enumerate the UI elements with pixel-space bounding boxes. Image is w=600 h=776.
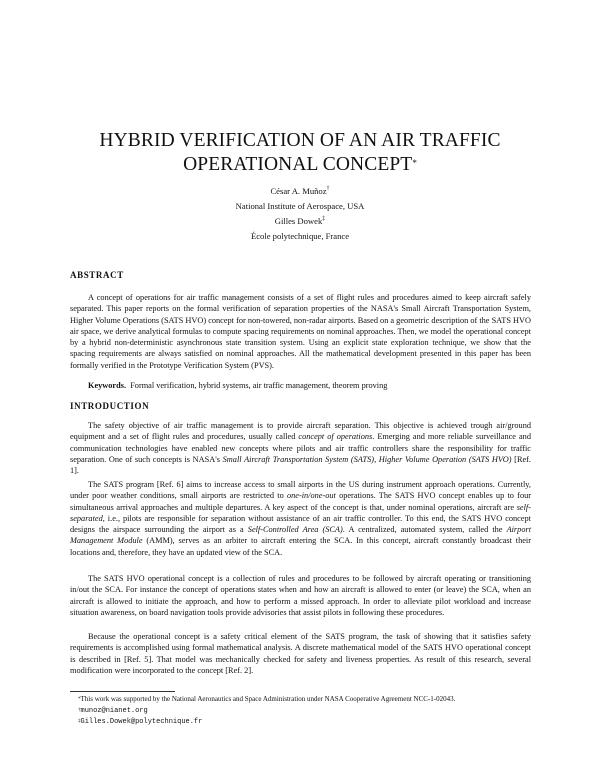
intro-p2-italic-b: one-in/one-out <box>286 491 336 501</box>
footnote-2-mark: † <box>78 708 81 713</box>
intro-paragraph-1 <box>70 420 531 476</box>
intro-p1-text-a: The safety objective of air traffic management is to provide aircraft separation. This objective is achieved trough air/ground equipment and a set of flight rules and procedures, usually called <box>70 421 531 442</box>
intro-p2-text-g: . A centralized, automated system, called the <box>342 525 507 535</box>
keywords-line <box>70 381 531 390</box>
author-2-affiliation: École polytechnique, France <box>250 231 350 241</box>
author-1-name: César A. Muñoz <box>270 186 327 196</box>
footnote-1-mark: * <box>78 697 81 702</box>
footnote-3 <box>78 716 202 728</box>
author-block <box>0 184 600 244</box>
paper-title <box>0 129 600 177</box>
abstract-paragraph: A concept of operations for air traffic management consists of a set of flight rules and procedures aimed to keep aircraft safely separated. This paper reports on the formal verification of separation properties of the NASA's Small Aircraft Transportation System, Higher Volume Operations (SATS HVO) concept for non-towered, non-radar airports. Based on a geometric description of the SATS HVO air space, we derive analytical formulas to compute spacing requirements on nominal approaches. Then, we model the operational concept by a hybrid non-deterministic asynchronous state transition system. Using an explicit state exploration technique, we show that the spacing requirements are always satisfied on nominal approaches. All the mathematical development presented in this paper has been formally verified in the Prototype Verification System (PVS). <box>70 293 531 370</box>
author-1 <box>0 184 600 199</box>
title-line-1: HYBRID VERIFICATION OF AN AIR TRAFFIC <box>99 130 501 151</box>
title-line-2 <box>0 153 600 177</box>
intro-p2-text-e: , i.e., pilots are responsible for separation without assistance of an air traffic controller. To this end, the SATS HVO concept designs the airspace surrounding the airport as a <box>70 513 531 535</box>
intro-paragraph-4: Because the operational concept is a safety critical element of the SATS program, the task of showing that it satisfies safety requirements is accomplished using formal mathematical analysis. A discrete mathematical model of the SATS HVO operational concept is described in [Ref. 5]. That model was mechanically checked for safety and liveness properties. As result of this research, several modification were incorporated to the concept [Ref. 2]. <box>70 632 531 675</box>
keywords-label: Keywords. <box>88 381 127 390</box>
intro-p2-italic-h: Airport Management Module <box>70 525 531 546</box>
intro-p2-italic-d: self-separated <box>70 502 531 523</box>
author-2 <box>0 214 600 229</box>
footnote-1 <box>78 694 455 705</box>
intro-p2-text-i: (AMM), serves as an arbiter to aircraft entering the SCA. In this concept, aircraft constantly broadcast their locations and, therefore, they have an updated view of the SCA. <box>70 536 531 557</box>
footnote-2-email: munoz@nianet.org <box>80 707 148 715</box>
intro-paragraph-2 <box>70 479 531 558</box>
intro-p1-italic-b: concept of operations <box>298 432 373 442</box>
author-2-mark: ‡ <box>322 216 326 222</box>
intro-p1-italic-d: Small Aircraft Transportation System (SATS), Higher Volume Operation (SATS HVO) <box>222 454 512 464</box>
title-line-2-text: OPERATIONAL CONCEPT <box>183 154 413 175</box>
title-footnote-mark: * <box>412 158 417 168</box>
intro-p2-italic-f: Self-Controlled Area (SCA) <box>247 525 343 535</box>
abstract-heading: ABSTRACT <box>70 270 124 280</box>
intro-p1-text-e: [Ref. 1]. <box>70 454 531 476</box>
footnote-rule <box>70 691 175 692</box>
footnote-1-text: This work was supported by the National Aeronautics and Space Administration under NASA Cooperative Agreement NCC-1-02043. <box>80 695 456 703</box>
author-2-name: Gilles Dowek <box>274 216 323 226</box>
author-1-affiliation: National Institute of Aerospace, USA <box>235 201 365 211</box>
author-1-mark: † <box>326 186 330 192</box>
intro-p2-text-a: The SATS program [Ref. 6] aims to increase access to small airports in the US during instrument approach operations. Currently, under poor weather conditions, small airports are restricted to <box>70 480 531 501</box>
intro-p2-text-c: operations. The SATS HVO concept enables up to four simultaneous arrival approaches and multiple departures. A key aspect of the concept is that, under nominal operations, aircraft are <box>70 491 531 512</box>
footnote-3-mark: ‡ <box>78 719 81 724</box>
intro-paragraph-3: The SATS HVO operational concept is a collection of rules and procedures to be followed by aircraft operating or transitioning in/out the SCA. For instance the concept of operations states when and how an aircraft is allowed to enter (or leave) the SCA, when an aircraft is allowed to initiate the approach, and how to perform a missed approach. In order to alleviate pilot workload and increase situation awareness, on board navigation tools provide advisories that assist pilots in following these procedures. <box>70 574 531 617</box>
keywords-text: Formal verification, hybrid systems, air traffic management, theorem proving <box>130 381 388 390</box>
intro-p1-text-c: . Emerging and more reliable surveillance and communication technologies have enabled new concepts where pilots and air traffic controllers share the responsibility for traffic separation. One of such concepts is NASA's <box>70 432 531 464</box>
footnote-3-email: Gilles.Dowek@polytechnique.fr <box>80 718 203 726</box>
introduction-heading: INTRODUCTION <box>70 401 150 411</box>
